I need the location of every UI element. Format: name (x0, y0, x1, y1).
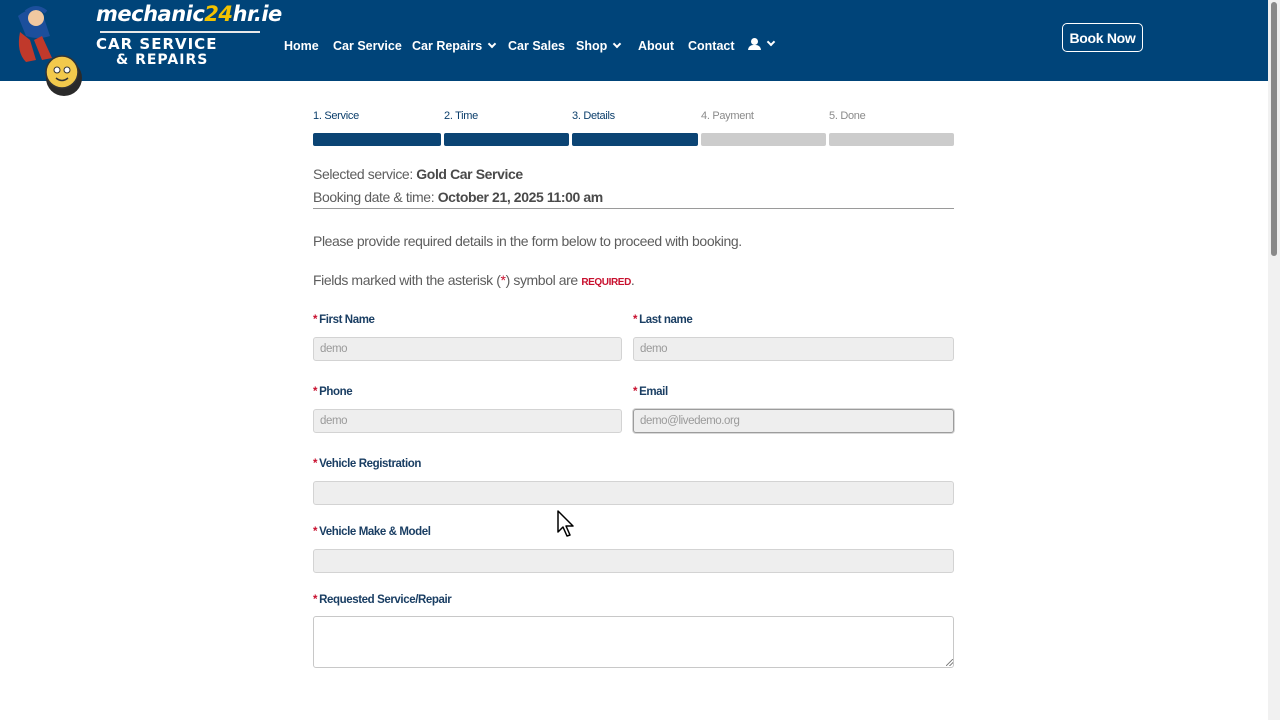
nav-item-account[interactable] (748, 38, 774, 50)
summary-label: Selected service: (313, 166, 417, 182)
step-service (313, 110, 359, 124)
step-bar-details (572, 133, 698, 146)
nav-label: About (638, 39, 675, 53)
nav-label: Shop (576, 39, 608, 53)
nav-label: Car Sales (508, 39, 565, 53)
note-text: Fields marked with the asterisk ( (313, 272, 501, 288)
requested-service-label (313, 594, 451, 606)
nav-label: Contact (688, 39, 735, 53)
logo-wordmark: mechanic24hr.ie (96, 2, 282, 26)
chevron-down-icon (767, 38, 775, 46)
nav-item-home[interactable] (284, 39, 319, 53)
nav-item-about[interactable] (638, 39, 674, 53)
phone-input[interactable] (313, 409, 622, 433)
chevron-down-icon (488, 40, 496, 48)
user-icon (748, 38, 761, 50)
step-bar-payment (701, 133, 826, 146)
asterisk: * (500, 272, 506, 288)
nav-item-shop[interactable] (576, 39, 620, 53)
step-bar-time (444, 133, 569, 146)
first-name-input[interactable] (313, 337, 622, 361)
vehicle-make-model-label (313, 526, 431, 538)
nav-label: Car Service (333, 39, 402, 53)
summary-value: October 21, 2025 11:00 am (437, 189, 603, 205)
required-asterisk: * (633, 386, 638, 398)
nav-label: Home (284, 39, 319, 53)
nav-label: Car Repairs (412, 39, 483, 53)
last-name-input[interactable] (633, 337, 954, 361)
label-text: Last name (639, 314, 693, 326)
step-time (444, 110, 478, 124)
book-now-button[interactable]: Book Now (1062, 23, 1143, 52)
label-text: Vehicle Make & Model (319, 526, 431, 538)
required-asterisk: * (313, 526, 318, 538)
scrollbar-thumb[interactable] (1271, 2, 1277, 256)
step-label: 3. Details (572, 110, 615, 122)
required-asterisk: * (313, 594, 318, 606)
email-label (633, 386, 668, 398)
step-label: 2. Time (444, 110, 478, 122)
vehicle-registration-label (313, 458, 421, 470)
step-bar-done (829, 133, 954, 146)
email-input[interactable] (633, 409, 954, 433)
step-payment (701, 110, 754, 124)
mechanic-mascot-icon (12, 2, 94, 98)
first-name-label (313, 314, 375, 326)
label-text: Phone (319, 386, 353, 398)
label-text: Requested Service/Repair (319, 594, 452, 606)
label-text: First Name (319, 314, 375, 326)
booking-datetime (313, 188, 954, 211)
chevron-down-icon (613, 40, 621, 48)
nav-item-car-service[interactable] (333, 39, 402, 53)
label-text: Email (639, 386, 668, 398)
nav-item-car-sales[interactable] (508, 39, 565, 53)
nav-item-car-repairs[interactable] (412, 39, 495, 53)
required-asterisk: * (633, 314, 638, 326)
logo-divider (100, 31, 260, 33)
site-logo[interactable] (8, 0, 282, 100)
logo-tagline-line1: CAR SERVICE (96, 35, 218, 53)
required-fields-note (313, 272, 954, 288)
last-name-label (633, 314, 692, 326)
step-label: 5. Done (829, 110, 866, 122)
page-scrollbar[interactable] (1268, 0, 1280, 720)
booking-summary (313, 165, 954, 209)
textarea-resize-handle[interactable] (946, 659, 953, 666)
required-asterisk: * (313, 458, 318, 470)
step-label: 4. Payment (701, 110, 754, 122)
required-word: REQUIRED (581, 277, 631, 288)
vehicle-registration-input[interactable] (313, 481, 954, 505)
site-header (0, 0, 1268, 81)
selected-service (313, 165, 954, 188)
step-details (572, 110, 615, 124)
label-text: Vehicle Registration (319, 458, 422, 470)
note-text: . (630, 272, 635, 288)
nav-item-contact[interactable] (688, 39, 735, 53)
summary-label: Booking date & time: (313, 189, 438, 205)
summary-value: Gold Car Service (416, 166, 523, 182)
mouse-pointer-icon (557, 510, 577, 538)
phone-label (313, 386, 352, 398)
step-done (829, 110, 865, 124)
form-instructions: Please provide required details in the form below to proceed with booking. (313, 233, 742, 249)
required-asterisk: * (313, 314, 318, 326)
logo-tagline-line2: & REPAIRS (116, 52, 209, 68)
step-label: 1. Service (313, 110, 359, 122)
note-text: ) symbol are (505, 272, 582, 288)
requested-service-textarea[interactable] (313, 616, 954, 668)
required-asterisk: * (313, 386, 318, 398)
step-bar-service (313, 133, 441, 146)
vehicle-make-model-input[interactable] (313, 549, 954, 573)
